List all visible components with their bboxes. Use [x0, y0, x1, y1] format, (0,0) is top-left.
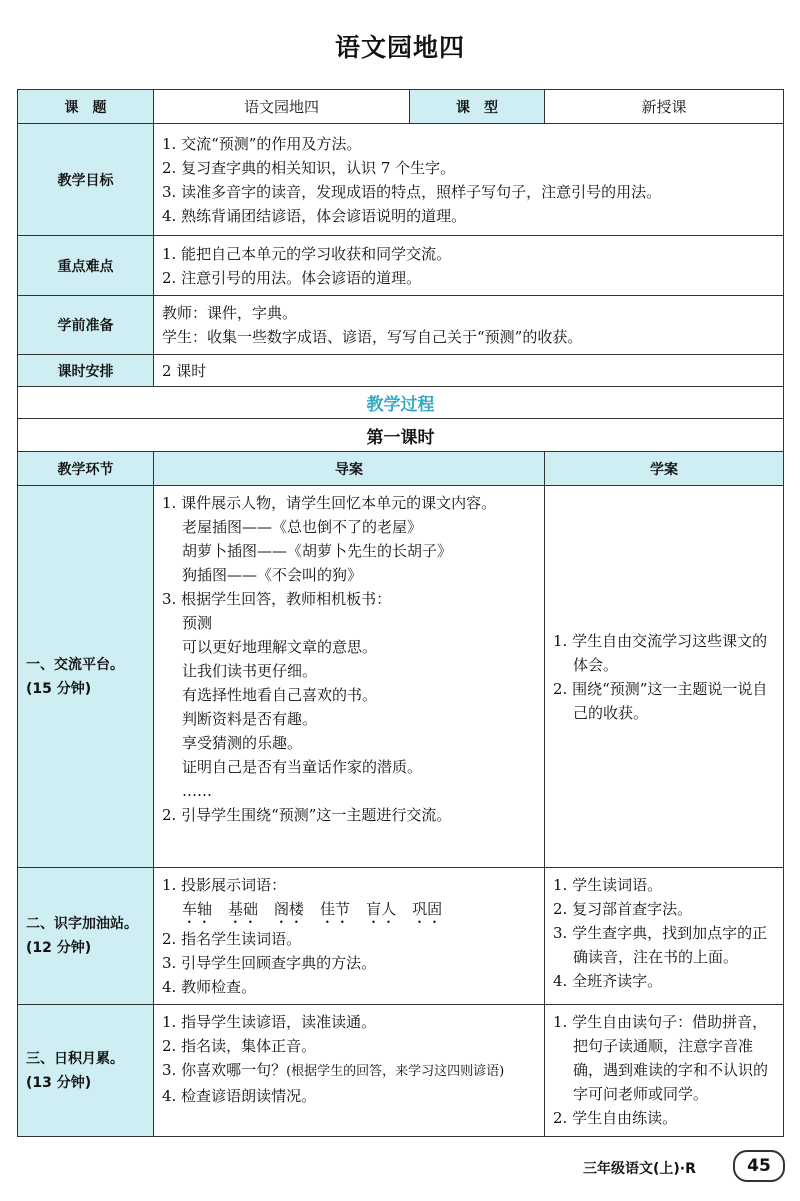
study-item: 1. 学生自由交流学习这些课文的体会。 [553, 631, 768, 674]
guide-item: 3. 根据学生回答，教师相机板书： [162, 590, 392, 608]
guide-item: 1. 课件展示人物，请学生回忆本单元的课文内容。 [162, 494, 497, 512]
board-line: 证明自己是否有当童话作家的潜质。 [182, 758, 423, 776]
header-row [18, 90, 784, 124]
word: 车轴 [182, 900, 213, 918]
guide-question: 3. 你喜欢哪一句？ [162, 1061, 287, 1079]
study-item: 1. 学生读词语。 [553, 876, 663, 894]
guide-column-header: 导案 [154, 452, 545, 486]
board-line: 可以更好地理解文章的意思。 [182, 638, 378, 656]
word: 基础 [228, 900, 259, 918]
objectives-label: 教学目标 [18, 124, 154, 236]
objective-item: 1. 交流“预测”的作用及方法。 [162, 134, 362, 153]
objective-item: 2. 复习查字典的相关知识，认识 7 个生字。 [162, 158, 456, 177]
board-line: 享受猜测的乐趣。 [182, 734, 303, 752]
objective-item: 4. 熟练背诵团结谚语，体会谚语说明的道理。 [162, 206, 467, 225]
guide-item: 2. 指名学生读词语。 [162, 930, 302, 948]
process-title-row [18, 387, 784, 419]
guide-note: (根据学生的回答，来学习这四则谚语) [286, 1064, 505, 1079]
guide-item: 3. 引导学生回顾查字典的方法。 [162, 954, 377, 972]
page-title: 语文园地四 [334, 33, 465, 62]
guide-line: 胡萝卜插图——《胡萝卜先生的长胡子》 [182, 542, 453, 560]
session-title: 第一课时 [18, 419, 784, 452]
step-stage [18, 1005, 154, 1137]
word: 佳节 [320, 900, 351, 918]
step-stage [18, 868, 154, 1005]
keypoints-content [154, 236, 784, 296]
preparation-row [18, 296, 784, 355]
preparation-content [154, 296, 784, 355]
board-line: 预测 [182, 614, 213, 632]
study-item: 2. 复习部首查字法。 [553, 900, 693, 918]
preparation-label: 学前准备 [18, 296, 154, 355]
study-item: 1. 学生自由读句子：借助拼音，把句子读通顺，注意字音准确，遇到难读的字和不认识的字可问老师或同学。 [553, 1013, 769, 1103]
keypoints-row [18, 236, 784, 296]
word-list [162, 897, 536, 927]
process-title: 教学过程 [18, 387, 784, 419]
step-study [545, 486, 784, 868]
lesson-label: 课 题 [18, 90, 154, 124]
preparation-item: 教师：课件，字典。 [162, 304, 298, 322]
guide-line: 老屋插图——《总也倒不了的老屋》 [182, 518, 423, 536]
board-line: 有选择性地看自己喜欢的书。 [182, 686, 378, 704]
type-value: 新授课 [545, 90, 784, 124]
step-stage-time: (13 分钟) [26, 1074, 92, 1091]
column-header-row [18, 452, 784, 486]
board-line: 判断资料是否有趣。 [182, 710, 318, 728]
keypoint-item: 2. 注意引号的用法。体会谚语的道理。 [162, 268, 422, 287]
schedule-row [18, 355, 784, 387]
objectives-row [18, 124, 784, 236]
board-line: 让我们读书更仔细。 [182, 662, 318, 680]
study-column-header: 学案 [545, 452, 784, 486]
objective-item: 3. 读准多音字的读音，发现成语的特点，照样子写句子，注意引号的用法。 [162, 182, 662, 201]
guide-item: 2. 指名读，集体正音。 [162, 1037, 317, 1055]
step-guide [154, 868, 545, 1005]
word: 巩固 [412, 900, 443, 918]
keypoints-label: 重点难点 [18, 236, 154, 296]
study-item: 2. 围绕“预测”这一主题说一说自己的收获。 [553, 679, 768, 722]
word: 盲人 [366, 900, 397, 918]
schedule-value: 2 课时 [154, 355, 784, 387]
step-row [18, 1005, 784, 1137]
step-stage [18, 486, 154, 868]
guide-item: 2. 引导学生围绕“预测”这一主题进行交流。 [162, 806, 452, 824]
guide-item: 4. 教师检查。 [162, 978, 257, 996]
preparation-item: 学生：收集一些数字成语、谚语，写写自己关于“预测”的收获。 [162, 328, 583, 346]
step-row [18, 486, 784, 868]
type-label: 课 型 [410, 90, 545, 124]
objectives-content [154, 124, 784, 236]
step-row [18, 868, 784, 1005]
stage-column-header: 教学环节 [18, 452, 154, 486]
step-study [545, 1005, 784, 1137]
step-guide [154, 1005, 545, 1137]
book-label: 三年级语文(上)·R [583, 1161, 696, 1177]
lesson-value: 语文园地四 [154, 90, 410, 124]
step-stage-time: (15 分钟) [26, 680, 92, 697]
step-stage-time: (12 分钟) [26, 940, 92, 956]
guide-item: 1. 指导学生读谚语，读准读通。 [162, 1013, 377, 1031]
study-item: 4. 全班齐读字。 [553, 972, 663, 990]
guide-item: 4. 检查谚语朗读情况。 [162, 1087, 317, 1105]
study-item: 2. 学生自由练读。 [553, 1109, 678, 1127]
session-title-row [18, 419, 784, 452]
page-number: 45 [733, 1150, 785, 1182]
step-guide [154, 486, 545, 868]
step-stage-name: 一、交流平台。 [26, 656, 124, 673]
board-line: …… [182, 782, 212, 800]
guide-item [162, 1058, 536, 1084]
guide-item: 1. 投影展示词语： [162, 876, 287, 894]
study-item: 3. 学生查字典，找到加点字的正确读音，注在书的上面。 [553, 924, 768, 966]
lesson-plan-table [17, 89, 784, 1137]
word: 阁楼 [274, 900, 305, 918]
schedule-label: 课时安排 [18, 355, 154, 387]
guide-line: 狗插图——《不会叫的狗》 [182, 566, 363, 584]
step-stage-name: 二、识字加油站。 [26, 916, 138, 932]
step-stage-name: 三、日积月累。 [26, 1050, 124, 1067]
keypoint-item: 1. 能把自己本单元的学习收获和同学交流。 [162, 244, 452, 263]
step-study [545, 868, 784, 1005]
